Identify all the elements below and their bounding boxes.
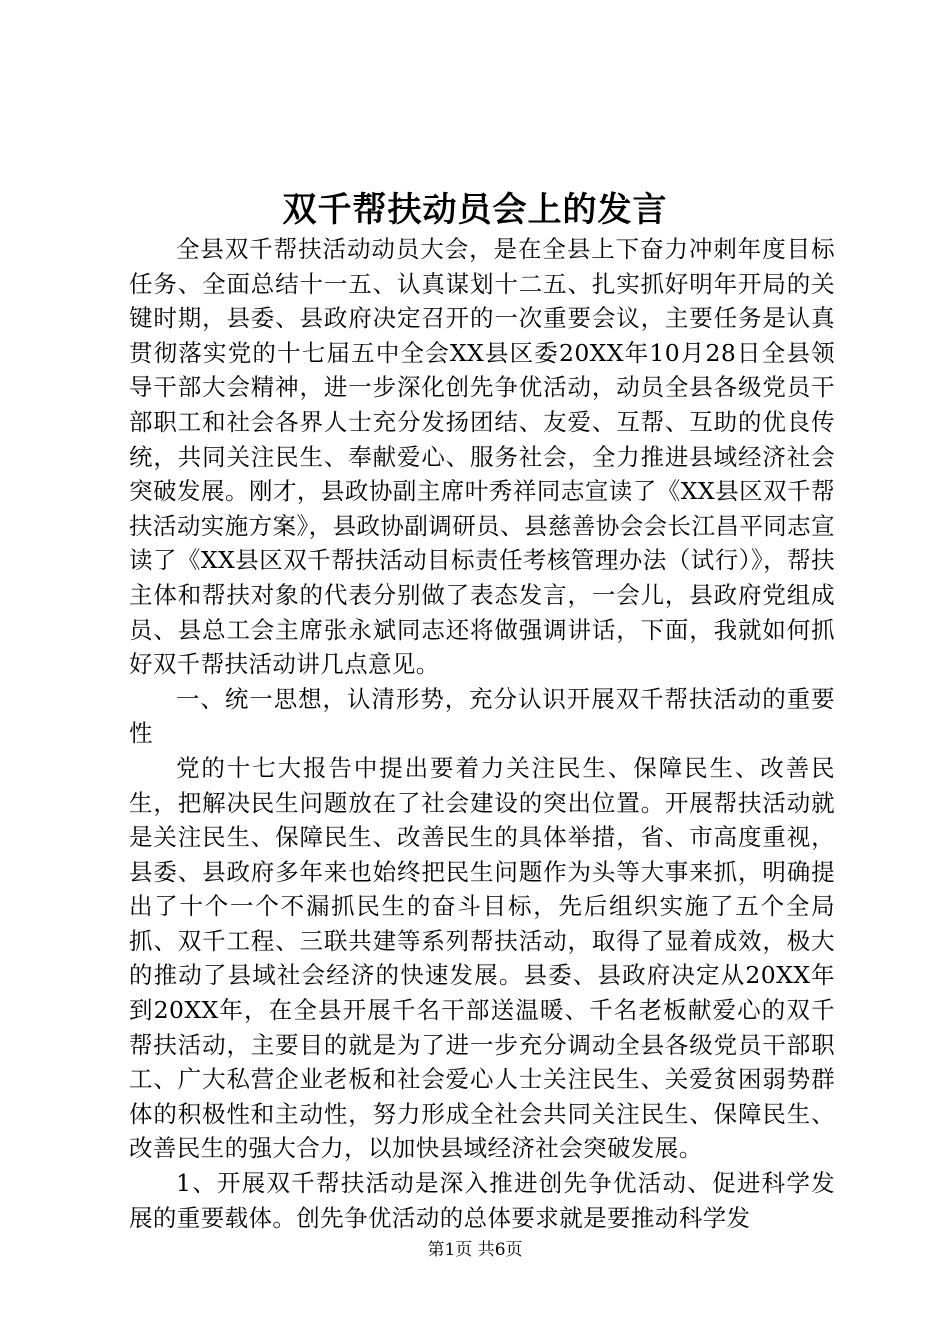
section-heading-1: 一、统一思想，认清形势，充分认识开展双千帮扶活动的重要性 xyxy=(129,684,835,748)
document-title: 双千帮扶动员会上的发言 xyxy=(282,190,668,230)
paragraph-intro: 全县双千帮扶活动动员大会，是在全县上下奋力冲刺年度目标任务、全面总结十一五、认真谋划十二五、扎实抓好明年开局的关键时期，县委、县政府决定召开的一次重要会议，主要任务是认真贯彻落实党的十七届五中全会XX县区委20XX年10月28日全县领导干部大会精神，进一步深化创先争优活动，动员全县各级党员干部职工和社会各界人士充分发扬团结、友爱、互帮、互助的优良传统，共同关注民生、奉献爱心、服务社会，全力推进县域经济社会突破发展。刚才，县政协副主席叶秀祥同志宣读了《XX县区双千帮扶活动实施方案》，县政协副调研员、县慈善协会会长江昌平同志宣读了《XX县区双千帮扶活动目标责任考核管理办法（试行）》，帮扶主体和帮扶对象的代表分别做了表态发言，一会儿，县政府党组成员、县总工会主席张永斌同志还将做强调讲话，下面，我就如何抓好双千帮扶活动讲几点意见。 xyxy=(129,235,835,679)
paragraph-point-1: 1、开展双千帮扶活动是深入推进创先争优活动、促进科学发展的重要载体。创先争优活动的总体要求就是要推动科学发 xyxy=(129,1169,835,1232)
paragraph-section-1: 党的十七大报告中提出要着力关注民生、保障民生、改善民生，把解决民生问题放在了社会建设的突出位置。开展帮扶活动就是关注民生、保障民生、改善民生的具体举措，省、市高度重视，县委、县政府多年来也始终把民生问题作为头等大事来抓，明确提出了十个一个不漏抓民生的奋斗目标，先后组织实施了五个全局抓、双千工程、三联共建等系列帮扶活动，取得了显着成效，极大的推动了县域社会经济的快速发展。县委、县政府决定从20XX年到20XX年，在全县开展千名干部送温暖、千名老板献爱心的双千帮扶活动，主要目的就是为了进一步充分调动全县各级党员干部职工、广大私营企业老板和社会爱心人士关注民生、关爱贫困弱势群体的积极性和主动性，努力形成全社会共同关注民生、保障民生、改善民生的强大合力，以加快县域经济社会突破发展。 xyxy=(129,753,835,1163)
document-body xyxy=(129,232,835,1235)
page-number-footer: 第1页 共6页 xyxy=(427,1240,523,1260)
